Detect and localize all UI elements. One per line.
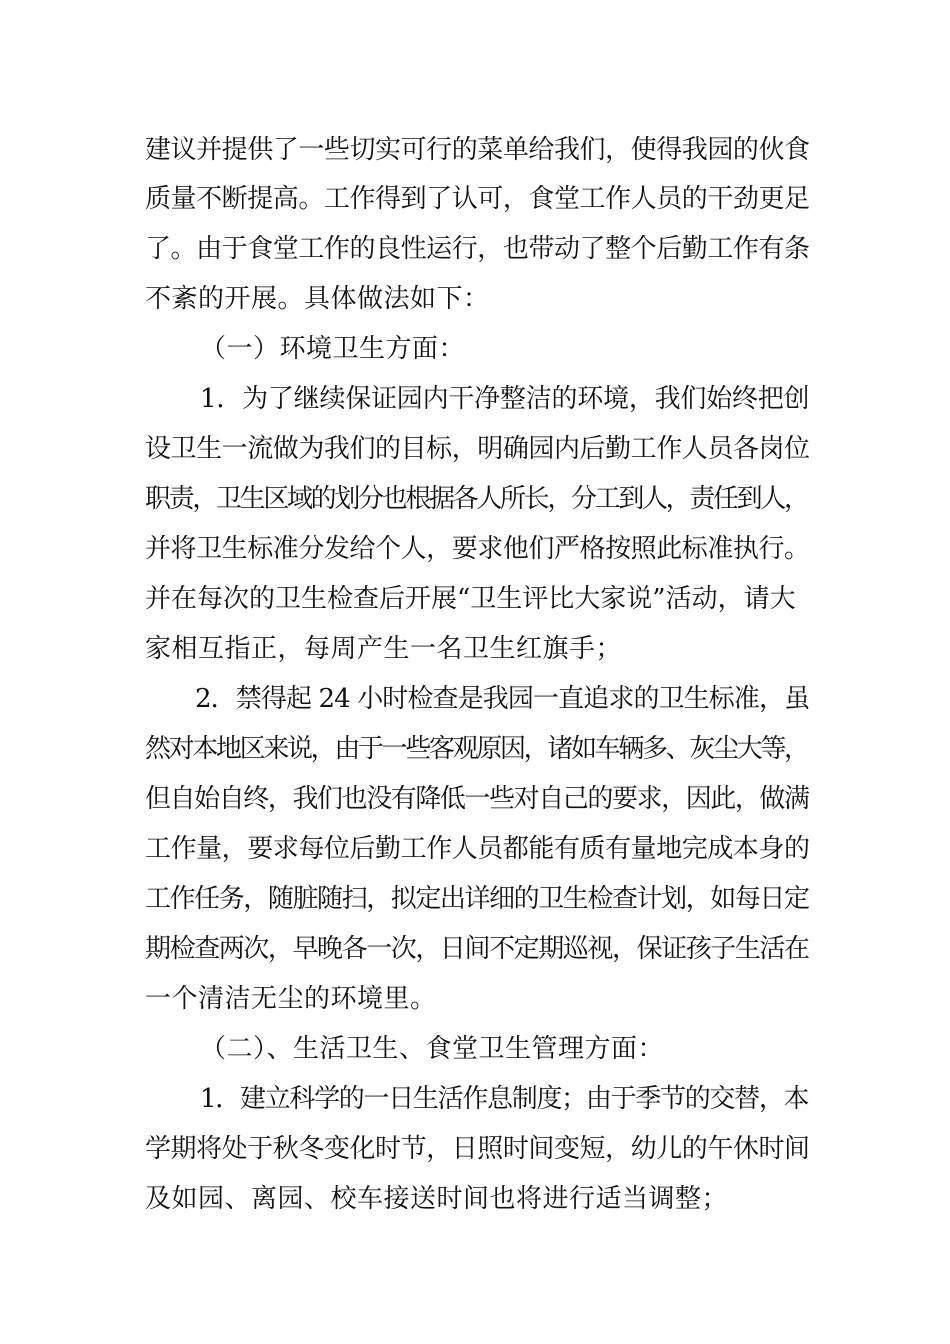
paragraph-line: 工作任务，随脏随扫，拟定出详细的卫生检查计划，如每日定 xyxy=(145,884,809,914)
paragraph-line: 不紊的开展。具体做法如下： xyxy=(145,284,490,314)
paragraph-line: 但自始自终，我们也没有降低一些对自己的要求，因此，做满 xyxy=(145,784,809,814)
paragraph-line: 家相互指正，每周产生一名卫生红旗手； xyxy=(145,634,623,664)
paragraph-line: 一个清洁无尘的环境里。 xyxy=(145,984,437,1014)
paragraph-line: 并将卫生标准分发给个人，要求他们严格按照此标准执行。 xyxy=(145,534,810,564)
paragraph-line: 及如园、离园、校车接送时间也将进行适当调整； xyxy=(145,1184,729,1214)
paragraph-line: 学期将处于秋冬变化时节，日照时间变短，幼儿的午休时间 xyxy=(145,1134,810,1164)
paragraph-line: 然对本地区来说，由于一些客观原因，诸如车辆多、灰尘大等， xyxy=(145,734,808,764)
paragraph-line: 期检查两次，早晚各一次，日间不定期巡视，保证孩子生活在 xyxy=(145,934,809,964)
paragraph-line: 设卫生一流做为我们的目标，明确园内后勤工作人员各岗位 xyxy=(145,434,810,464)
paragraph-line: 职责，卫生区域的划分也根据各人所长，分工到人，责任到人， xyxy=(145,484,808,514)
paragraph-line: 工作量，要求每位后勤工作人员都能有质有量地完成本身的 xyxy=(145,834,810,864)
list-item-line: 1．建立科学的一日生活作息制度；由于季节的交替，本 xyxy=(200,1084,809,1114)
paragraph-line: 质量不断提高。工作得到了认可，食堂工作人员的干劲更足 xyxy=(145,184,810,214)
list-item-line: 2．禁得起 24 小时检查是我园一直追求的卫生标准，虽 xyxy=(195,684,810,714)
list-item-line: 1．为了继续保证园内干净整洁的环境，我们始终把创 xyxy=(200,384,810,414)
section-heading-hygiene: （二）、生活卫生、食堂卫生管理方面： xyxy=(200,1034,665,1064)
paragraph-line: 并在每次的卫生检查后开展“卫生评比大家说”活动，请大 xyxy=(145,584,796,614)
paragraph-line: 建议并提供了一些切实可行的菜单给我们，使得我园的伙食 xyxy=(145,135,810,165)
section-heading-environment: （一）环境卫生方面： xyxy=(200,334,466,364)
paragraph-line: 了。由于食堂工作的良性运行，也带动了整个后勤工作有条 xyxy=(145,234,810,264)
